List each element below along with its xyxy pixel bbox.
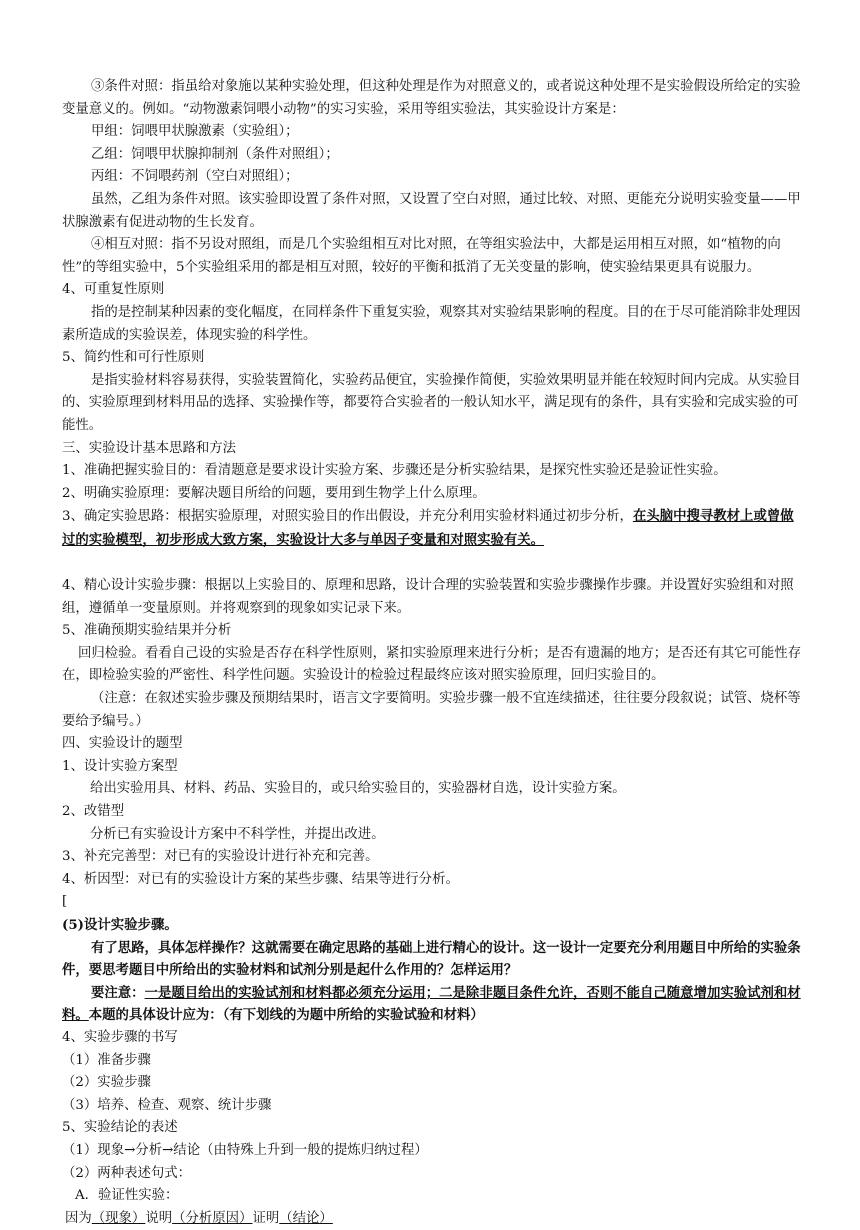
paragraph-design-approach: 有了思路，具体怎样操作？这就需要在确定思路的基础上进行精心的设计。这一设计一定要充分利用题目中所给的实验条件，要思考题目中所给出的实验材料和试剂分别是起什么作用的？怎样运用？ [62, 939, 801, 979]
analysis-blank: （分析原因） [172, 1210, 253, 1226]
group-c-line: 丙组：不饲喂药剂（空白对照组）； [91, 169, 299, 185]
step-experiment: （2）实验步骤 [62, 1075, 151, 1091]
heading-section-four: 四、实验设计的题型 [62, 736, 183, 752]
step-prepare: （1）准备步骤 [62, 1052, 151, 1068]
conclusion-flow: （1）现象→分析→结论（由特殊上升到一般的提炼归纳过程） [62, 1142, 428, 1158]
heading-conclusion-expression: 5、实验结论的表述 [62, 1120, 178, 1136]
item-supplement-type: 3、补充完善型：对已有的实验设计进行补充和完善。 [62, 849, 379, 865]
paragraph-repeatability: 指的是控制某种因素的变化幅度，在同样条件下重复实验，观察其对实验结果影响的程度。目的在于尽可能消除非处理因素所造成的实验误差，体现实验的科学性。 [62, 304, 801, 343]
prove-word: 证明 [252, 1210, 280, 1226]
item-correction-type: 2、改错型 [62, 804, 125, 819]
item-approach-emphasis: 在头脑中搜寻教材上或曾做过的实验模型，初步形成大致方案，实验设计大多与单因子变量和对照实验有关。 [62, 508, 794, 548]
attention-underlined: 一是题目给出的实验试剂和材料都必须充分运用；二是除非题目条件允许，否则不能自己随意增加实验试剂和材料。 [62, 984, 801, 1024]
because-word: 因为 [65, 1210, 92, 1226]
explain-word: 说明 [145, 1210, 173, 1226]
paragraph-simplicity: 是指实验材料容易获得，实验装置简化，实验药品便宜，实验操作简便，实验效果明显并能在较短时间内完成。从实验目的、实验原理到材料用品的选择、实验操作等，都要符合实验者的一般认知水平，满足现有的条件，具有实验和完成实验的可能性。 [62, 372, 801, 433]
blank-line [62, 552, 802, 575]
step-observe: （3）培养、检查、观察、统计步骤 [62, 1097, 272, 1113]
heading-simplicity: 5、简约性和可行性原则 [62, 350, 205, 366]
bracket-line: [ [62, 894, 68, 910]
item-approach [62, 505, 802, 552]
item-approach-text: 3、确定实验思路：根据实验原理，对照实验目的作出假设，并充分利用实验材料通过初步分析， [62, 509, 633, 525]
conclusion-two-forms: （2）两种表述句式： [62, 1165, 192, 1181]
item-design-steps: 4、精心设计实验步骤：根据以上实验目的、原理和思路，设计合理的实验装置和实验步骤操作步骤。并设置好实验组和对照组，遵循单一变量原则。并将观察到的现象如实记录下来。 [62, 578, 794, 616]
heading-step-writing: 4、实验步骤的书写 [62, 1029, 178, 1045]
item-predict-results: 5、准确预期实验结果并分析 [62, 623, 232, 639]
item-principle: 2、明确实验原理：要解决题目所给的问题，要用到生物学上什么原理。 [62, 485, 486, 501]
paragraph-design-type: 给出实验用具、材料、药品、实验目的，或只给实验目的，实验器材自选，设计实验方案。 [90, 781, 626, 797]
paragraph-correction-type: 分析已有实验设计方案中不科学性，并提出改进。 [90, 826, 385, 842]
phenomenon-blank: （现象） [91, 1210, 146, 1226]
paragraph-conclusion-condition: 虽然，乙组为条件对照。该实验即设置了条件对照，又设置了空白对照，通过比较、对照、更能充分说明实验变量——甲状腺激素有促进动物的生长发育。 [62, 191, 801, 230]
conclusion-blank: （结论） [279, 1210, 333, 1226]
item-analysis-type: 4、析因型：对已有的实验设计方案的某些步骤、结果等进行分析。 [62, 871, 459, 887]
paragraph-attention [62, 982, 802, 1027]
document-body [62, 76, 802, 1230]
item-purpose: 1、准确把握实验目的：看清题意是要求设计实验方案、步骤还是分析实验结果，是探究性实验还是验证性实验。 [62, 463, 727, 479]
attention-tail: 本题的具体设计应为：（有下划线的为题中所给的实验试验和材料） [88, 1007, 484, 1024]
attention-label: 要注意： [91, 984, 145, 1001]
paragraph-note: （注意：在叙述实验步骤及预期结果时，语言文字要简明。实验步骤一般不宜连续描述，往往要分段叙说；试管、烧杯等要给予编号。） [62, 691, 801, 729]
paragraph-mutual-control: ④相互对照：指不另设对照组，而是几个实验组相互对比对照，在等组实验法中，大都是运用相互对照，如“植物的向性”的等组实验中，5个实验组采用的都是相互对照，较好的平衡和抵消了无关变量的影响，使实验结果更具有说服力。 [62, 237, 781, 275]
item-design-type: 1、设计实验方案型 [62, 758, 178, 774]
paragraph-condition-control: ③条件对照：指虽给对象施以某种实验处理，但这种处理是作为对照意义的，或者说这种处理不是实验假设所给定的实验变量意义的。例如。“动物激素饲喂小动物”的实习实验，采用等组实验法，其实验设计方案是： [62, 79, 801, 117]
sentence-pattern [62, 1208, 802, 1230]
heading-section-three: 三、实验设计基本思路和方法 [62, 440, 237, 456]
paragraph-regression-check: 回归检验。看看自己设的实验是否存在科学性原则，紧扣实验原理来进行分析；是否有遗漏的地方；是否还有其它可能性存在，即检验实验的严密性、科学性问题。实验设计的检验过程最终应该对照实验原理，回归实验目的。 [62, 645, 802, 684]
heading-design-steps-5: (5)设计实验步骤。 [62, 916, 178, 933]
group-a-line: 甲组：饲喂甲状腺激素（实验组）； [91, 124, 299, 140]
verification-experiment: A．验证性实验： [75, 1188, 179, 1204]
group-b-line: 乙组：饲喂甲状腺抑制剂（条件对照组）； [91, 146, 339, 162]
heading-repeatability: 4、可重复性原则 [62, 282, 165, 298]
